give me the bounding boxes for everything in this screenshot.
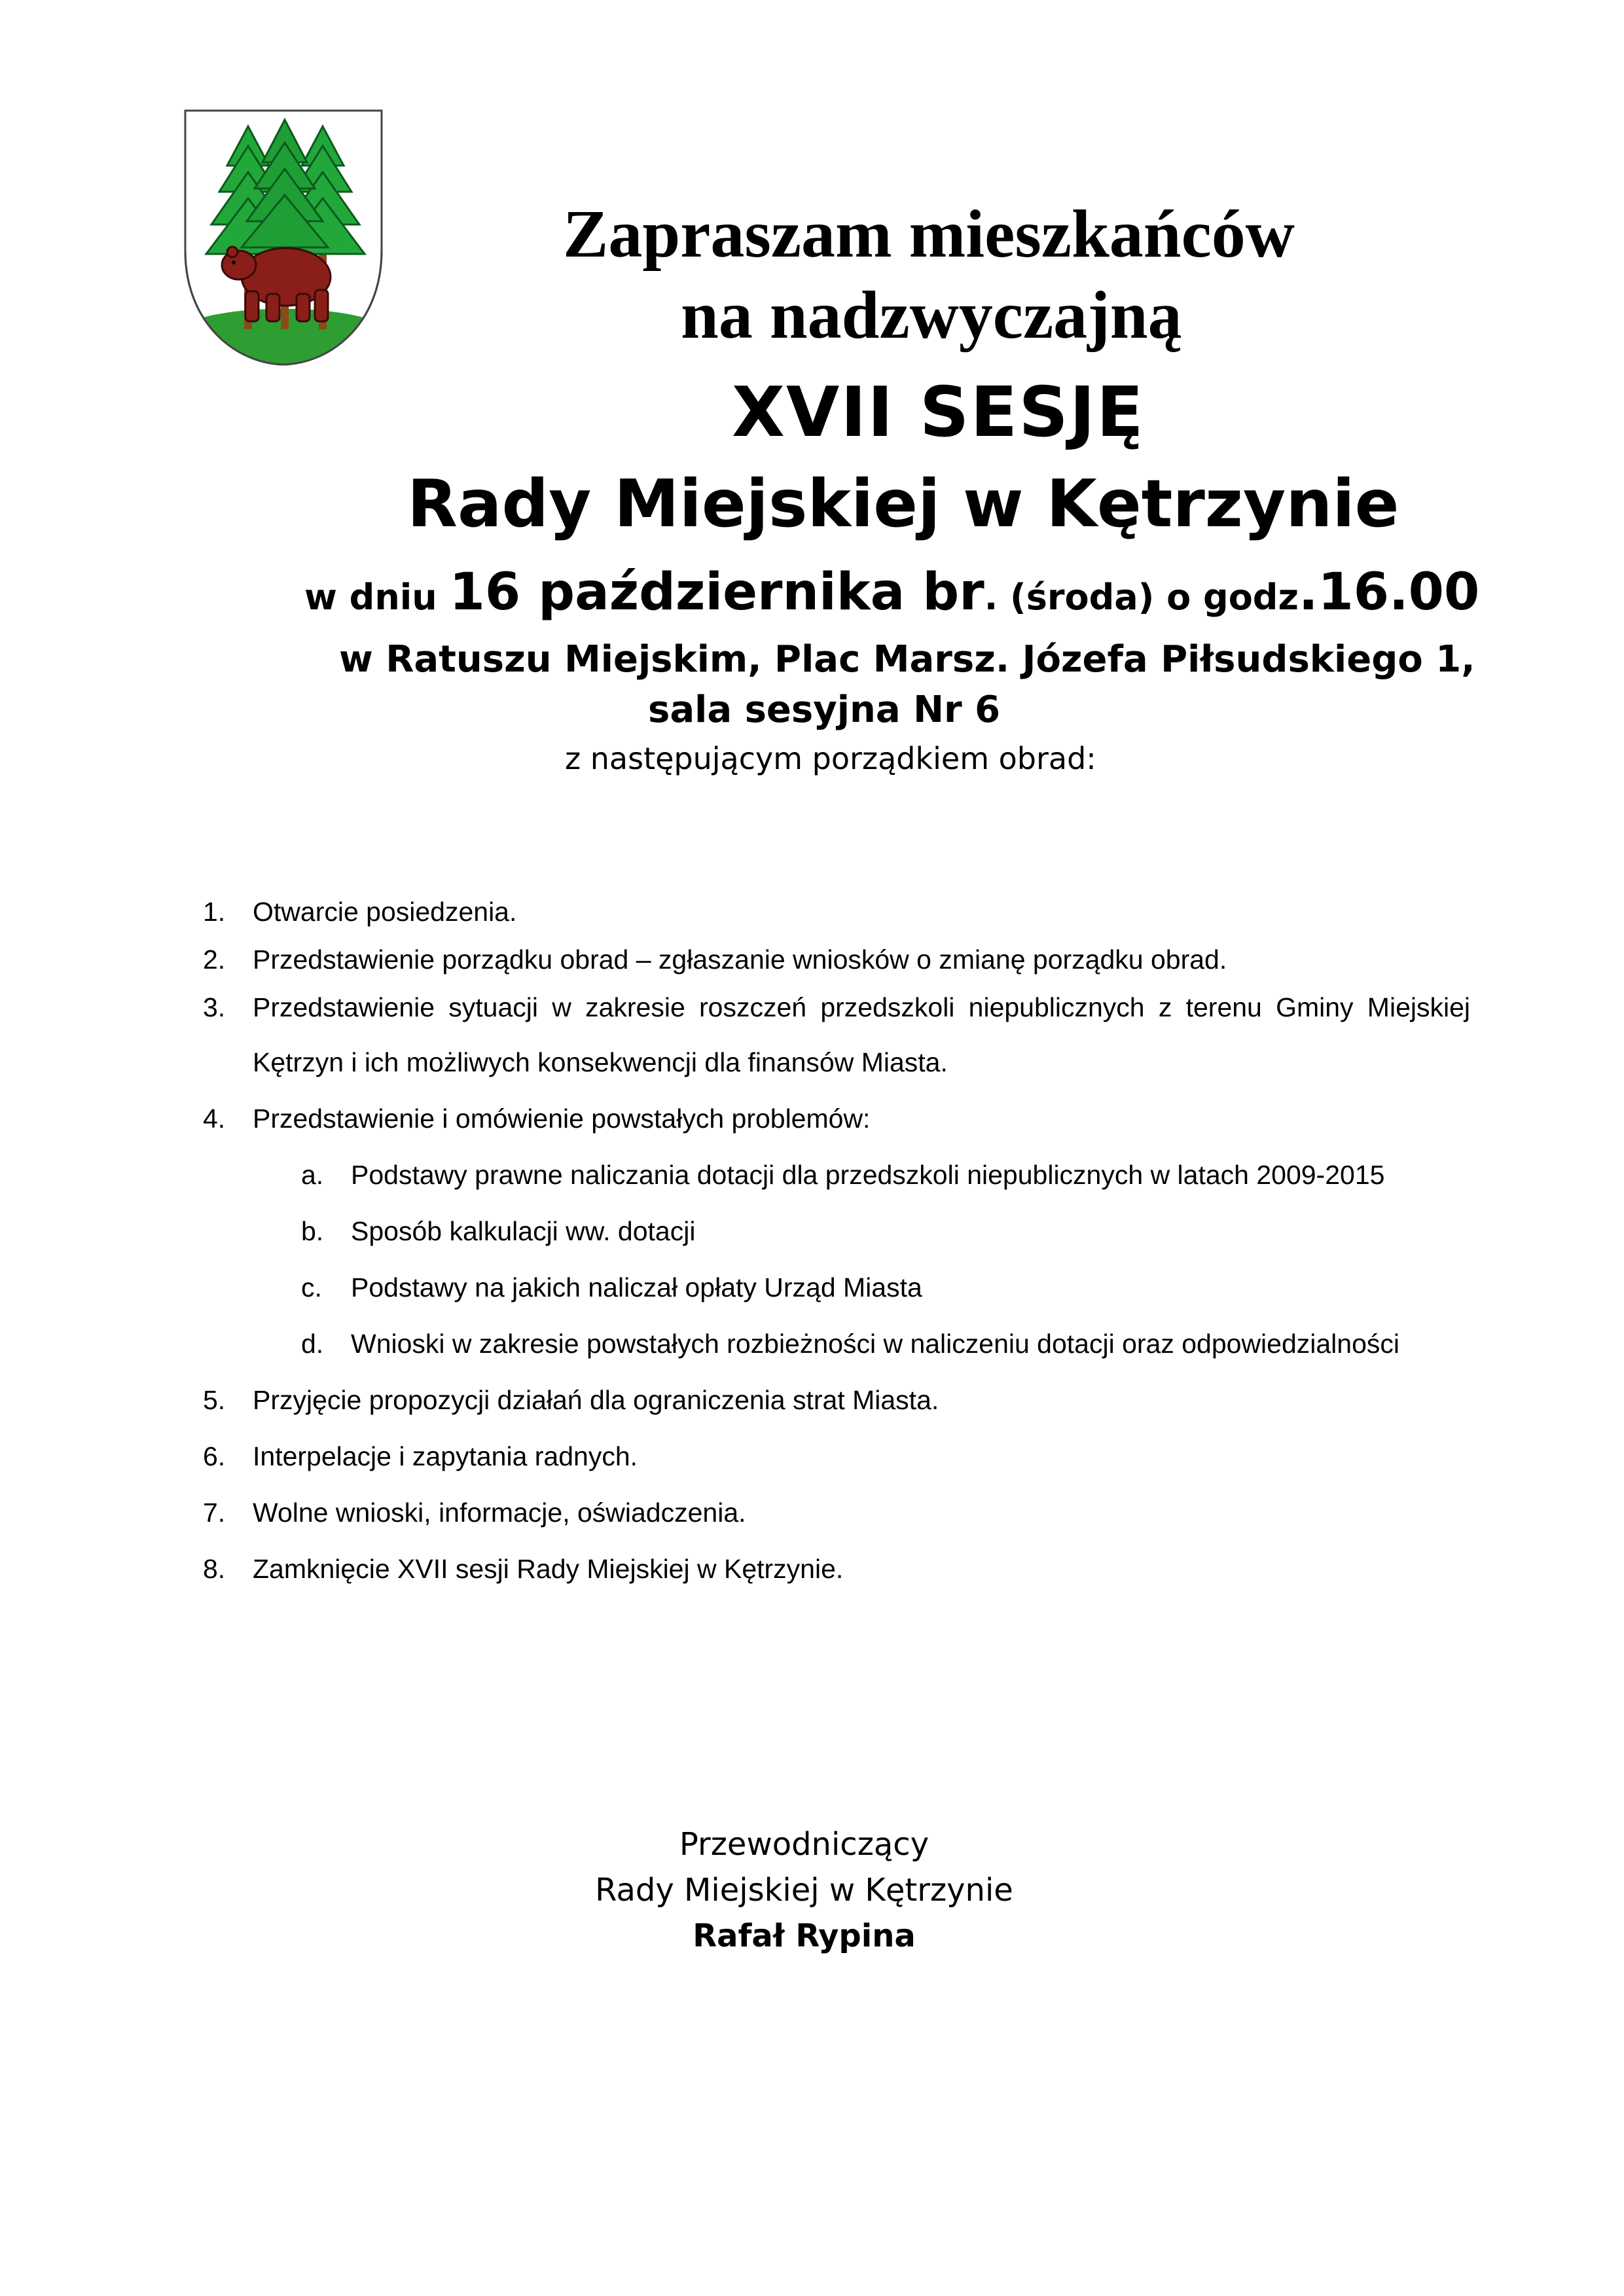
signature-council: [0, 1872, 1624, 1909]
date-time: .16.00: [1298, 563, 1480, 622]
item-text: Przedstawienie i omówienie powstałych problemów:: [253, 1103, 871, 1134]
subitem-letter: c.: [301, 1272, 322, 1302]
item-number: 7.: [203, 1498, 226, 1528]
item-text: Przyjęcie propozycji działań dla ograniczenia strat Miasta.: [253, 1385, 939, 1415]
subitem-letter: b.: [301, 1216, 324, 1246]
subitem-letter: d.: [301, 1329, 324, 1359]
title-line-2: na nadzwyczajną: [681, 278, 1182, 353]
date-weekday: (środa) o godz: [1010, 577, 1299, 618]
item-text-continuation: Kętrzyn i ich możliwych konsekwencji dla finansów Miasta.: [253, 1047, 948, 1077]
room-line: sala sesyjna Nr 6: [648, 689, 1001, 731]
date-dot: .: [984, 577, 1011, 618]
date-prefix: w dniu: [304, 577, 450, 618]
item-number: 8.: [203, 1554, 226, 1584]
title-line-1: Zapraszam mieszkańców: [563, 196, 1295, 272]
session-title: XVII SESJĘ: [732, 372, 1145, 452]
subitem-text: Wnioski w zakresie powstałych rozbieżności w naliczeniu dotacji oraz odpowiedzialności: [351, 1329, 1400, 1359]
item-text: Przedstawienie sytuacji w zakresie roszczeń przedszkoli niepublicznych z terenu Gminy Miejskiej: [253, 992, 1470, 1022]
council-title: Rady Miejskiej w Kętrzynie: [407, 465, 1399, 542]
coat-of-arms: [181, 107, 386, 368]
item-number: 5.: [203, 1385, 226, 1415]
coat-of-arms-icon: [181, 107, 386, 368]
item-number: 6.: [203, 1441, 226, 1471]
subitem-text: Sposób kalkulacji ww. dotacji: [351, 1216, 696, 1246]
item-text: Interpelacje i zapytania radnych.: [253, 1441, 638, 1471]
date-line: [304, 563, 1479, 622]
subitem-text: Podstawy prawne naliczania dotacji dla przedszkoli niepublicznych w latach 2009-2015: [351, 1160, 1385, 1190]
item-text: Otwarcie posiedzenia.: [253, 897, 517, 927]
item-text: Przedstawienie porządku obrad – zgłaszanie wniosków o zmianę porządku obrad.: [253, 944, 1227, 975]
signature-title: [0, 1826, 1624, 1863]
signature-council-text: Rady Miejskiej w Kętrzynie: [595, 1872, 1013, 1909]
item-number: 4.: [203, 1103, 226, 1134]
item-text: Wolne wnioski, informacje, oświadczenia.: [253, 1498, 746, 1528]
place-line: w Ratuszu Miejskim, Plac Marsz. Józefa Piłsudskiego 1,: [339, 638, 1475, 681]
agenda-intro: z następującym porządkiem obrad:: [565, 741, 1096, 776]
signature-title-text: Przewodniczący: [679, 1826, 929, 1863]
item-text: Zamknięcie XVII sesji Rady Miejskiej w Kętrzynie.: [253, 1554, 844, 1584]
subitem-text: Podstawy na jakich naliczał opłaty Urząd Miasta: [351, 1272, 922, 1302]
date-main: 16 października br: [449, 563, 984, 622]
signature-name: [0, 1918, 1624, 1954]
subitem-letter: a.: [301, 1160, 324, 1190]
item-number: 1.: [203, 897, 226, 927]
signature-name-text: Rafał Rypina: [693, 1918, 916, 1954]
item-number: 2.: [203, 944, 226, 975]
item-number: 3.: [203, 992, 226, 1022]
